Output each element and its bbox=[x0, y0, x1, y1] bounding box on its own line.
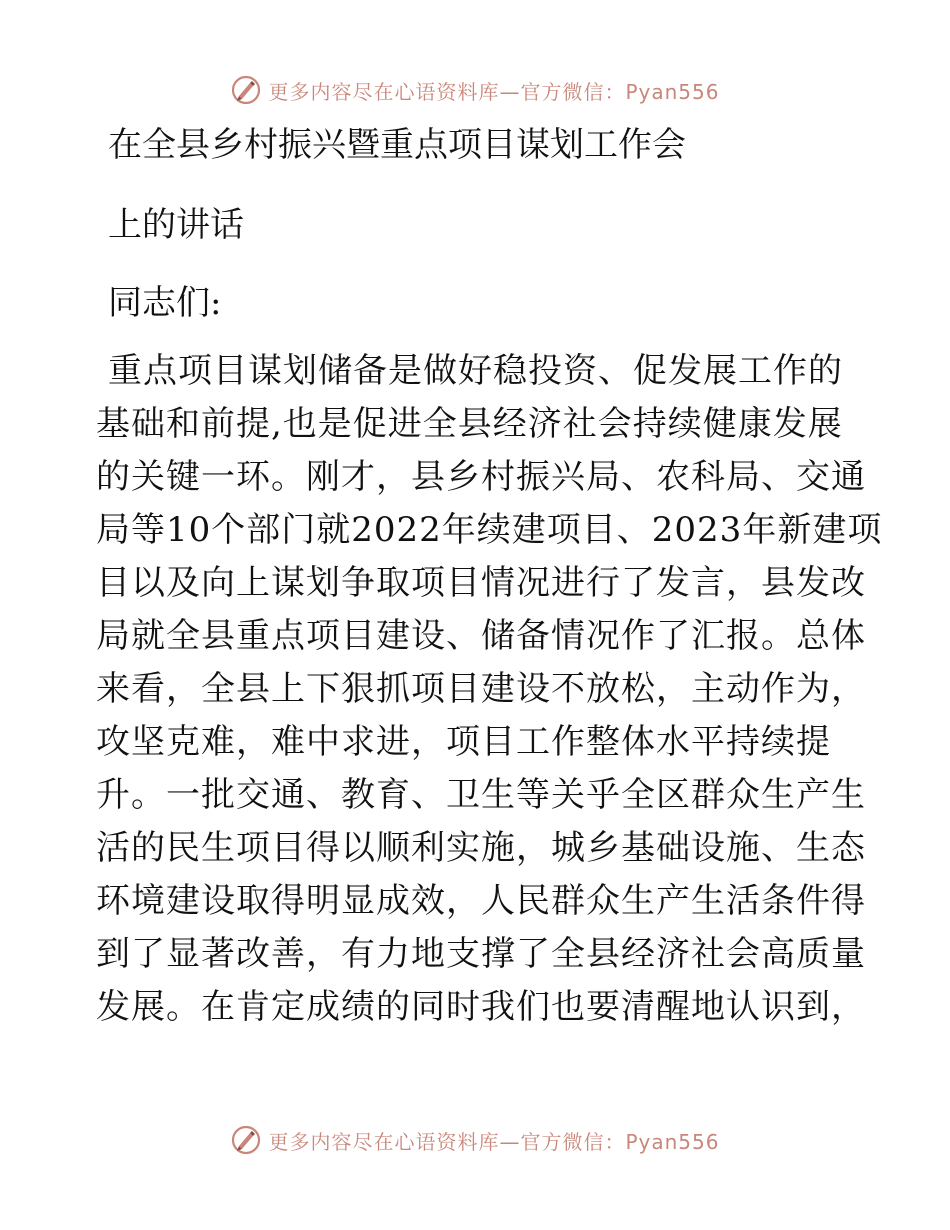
paragraph-line: 的关键一环。刚才，县乡村振兴局、农科局、交通 bbox=[96, 457, 866, 497]
paragraph-line: 攻坚克难，难中求进，项目工作整体水平持续提 bbox=[96, 722, 831, 762]
pen-logo-icon bbox=[230, 74, 262, 106]
speech-title-line-2: 上的讲话 bbox=[108, 205, 244, 245]
watermark-banner-bottom bbox=[0, 1120, 950, 1160]
speech-title-line-1: 在全县乡村振兴暨重点项目谋划工作会 bbox=[108, 125, 686, 165]
paragraph-line: 升。一批交通、教育、卫生等关乎全区群众生产生 bbox=[96, 775, 866, 815]
pen-logo-icon bbox=[230, 1124, 262, 1156]
paragraph-line: 局就全县重点项目建设、储备情况作了汇报。总体 bbox=[96, 616, 866, 656]
paragraph-line: 局等10个部门就2022年续建项目、2023年新建项 bbox=[96, 510, 883, 550]
paragraph-line: 基础和前提,也是促进全县经济社会持续健康发展 bbox=[96, 404, 843, 444]
paragraph-line: 环境建设取得明显成效，人民群众生产生活条件得 bbox=[96, 881, 866, 921]
paragraph-line: 活的民生项目得以顺利实施，城乡基础设施、生态 bbox=[96, 828, 866, 868]
salutation: 同志们: bbox=[108, 283, 222, 323]
paragraph-line: 发展。在肯定成绩的同时我们也要清醒地认识到， bbox=[96, 987, 866, 1027]
paragraph-line: 来看，全县上下狠抓项目建设不放松，主动作为， bbox=[96, 669, 866, 709]
watermark-banner-top bbox=[0, 70, 950, 110]
paragraph-line: 重点项目谋划储备是做好稳投资、促发展工作的 bbox=[108, 351, 843, 391]
paragraph bbox=[96, 351, 883, 1040]
document-body bbox=[96, 122, 883, 1040]
watermark-promo-text: 更多内容尽在心语资料库—官方微信：Pyan556 bbox=[268, 1129, 720, 1154]
watermark-promo-text: 更多内容尽在心语资料库—官方微信：Pyan556 bbox=[268, 79, 720, 104]
paragraph-line: 到了显著改善，有力地支撑了全县经济社会高质量 bbox=[96, 934, 866, 974]
paragraph-line: 目以及向上谋划争取项目情况进行了发言，县发改 bbox=[96, 563, 866, 603]
